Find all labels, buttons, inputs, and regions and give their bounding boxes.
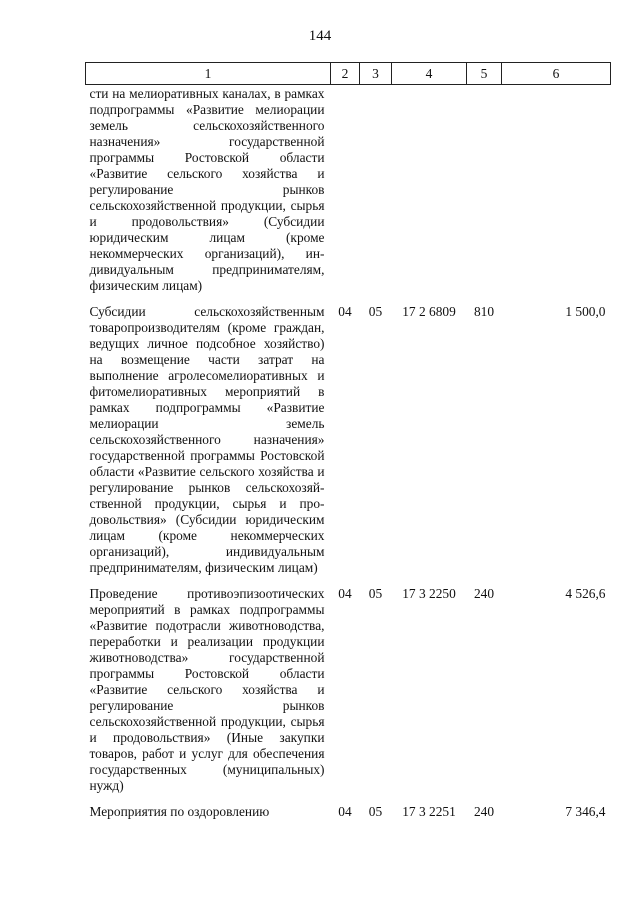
budget-table: [85, 62, 611, 820]
row-description: Проведение противоэпизоотических мероприятий в рамках подпрограммы «Развитие подотрасли животноводства, переработки и реализации продукции животноводства» государственной программы Ростовской области «Развитие сельского хозяйства и регулирование рынков сельскохозяйственной продукции, сырья и продовольствия» (Иные закупки товаров, работ и услуг для обеспечения государственных (муниципальных) нужд): [89, 586, 325, 793]
row-rz: [331, 85, 360, 295]
row-csr: 17 2 6809: [402, 304, 456, 319]
row-csr: 17 3 2250: [402, 586, 456, 601]
header-col-5: 5: [467, 63, 502, 85]
row-vr: 240: [473, 804, 495, 819]
row-sum: 1 500,0: [565, 304, 606, 319]
row-vr: [467, 85, 502, 295]
page-number: 144: [308, 28, 332, 44]
header-col-6: 6: [502, 63, 611, 85]
header-col-2: 2: [331, 63, 360, 85]
header-col-1: 1: [86, 63, 331, 85]
row-pr: [360, 85, 392, 295]
row-vr: 810: [473, 304, 495, 319]
row-description: Мероприятия по оздоровлению: [89, 804, 270, 819]
row-description: Субсидии сельскохозяйственным товаропроизводителям (кроме граждан, ведущих личное подсобное хозяйство) на возмещение части затрат на выполнение агролесомелиоративных и фитомелиоративных мероприятий в рамках подпрограммы «Развитие мелиорации земель сельскохозяйственного назначения» государственной программы Ростовской области «Развитие сельского хозяйства и регулирование рынков сельскохозяйственной продукции, сырья и продовольствия» (Субсидии юридическим лицам (кроме некоммерческих организаций), индивидуальным предпринимателям, физическим лицам): [89, 304, 325, 575]
row-csr: 17 3 2251: [402, 804, 456, 819]
row-rz: 04: [338, 586, 352, 601]
row-sum: 4 526,6: [565, 586, 606, 601]
row-rz: 04: [338, 304, 352, 319]
row-pr: 05: [368, 804, 383, 819]
row-pr: 05: [368, 586, 383, 601]
row-sum: [502, 85, 611, 295]
row-sum: 7 346,4: [565, 804, 606, 819]
table-row: [86, 85, 611, 295]
row-csr: [392, 85, 467, 295]
table-header-row: [86, 63, 611, 85]
row-rz: 04: [338, 804, 352, 819]
table-row: [86, 294, 611, 576]
table-row: [86, 794, 611, 820]
table-row: [86, 576, 611, 794]
header-col-3: 3: [360, 63, 392, 85]
row-vr: 240: [473, 586, 495, 601]
row-pr: 05: [368, 304, 383, 319]
row-description: сти на мелиоративных каналах, в рамках подпрограммы «Развитие мелиорации земель сельскохозяйственного назначения» государственной программы Ростовской области «Развитие сельского хозяйства и регулирование рынков сельскохозяйственной продукции, сырья и продовольствия» (Субсидии юридическим лицам (кроме некоммерческих организаций), индивидуальным предпринимателям, физическим лицам): [89, 86, 325, 293]
header-col-4: 4: [392, 63, 467, 85]
